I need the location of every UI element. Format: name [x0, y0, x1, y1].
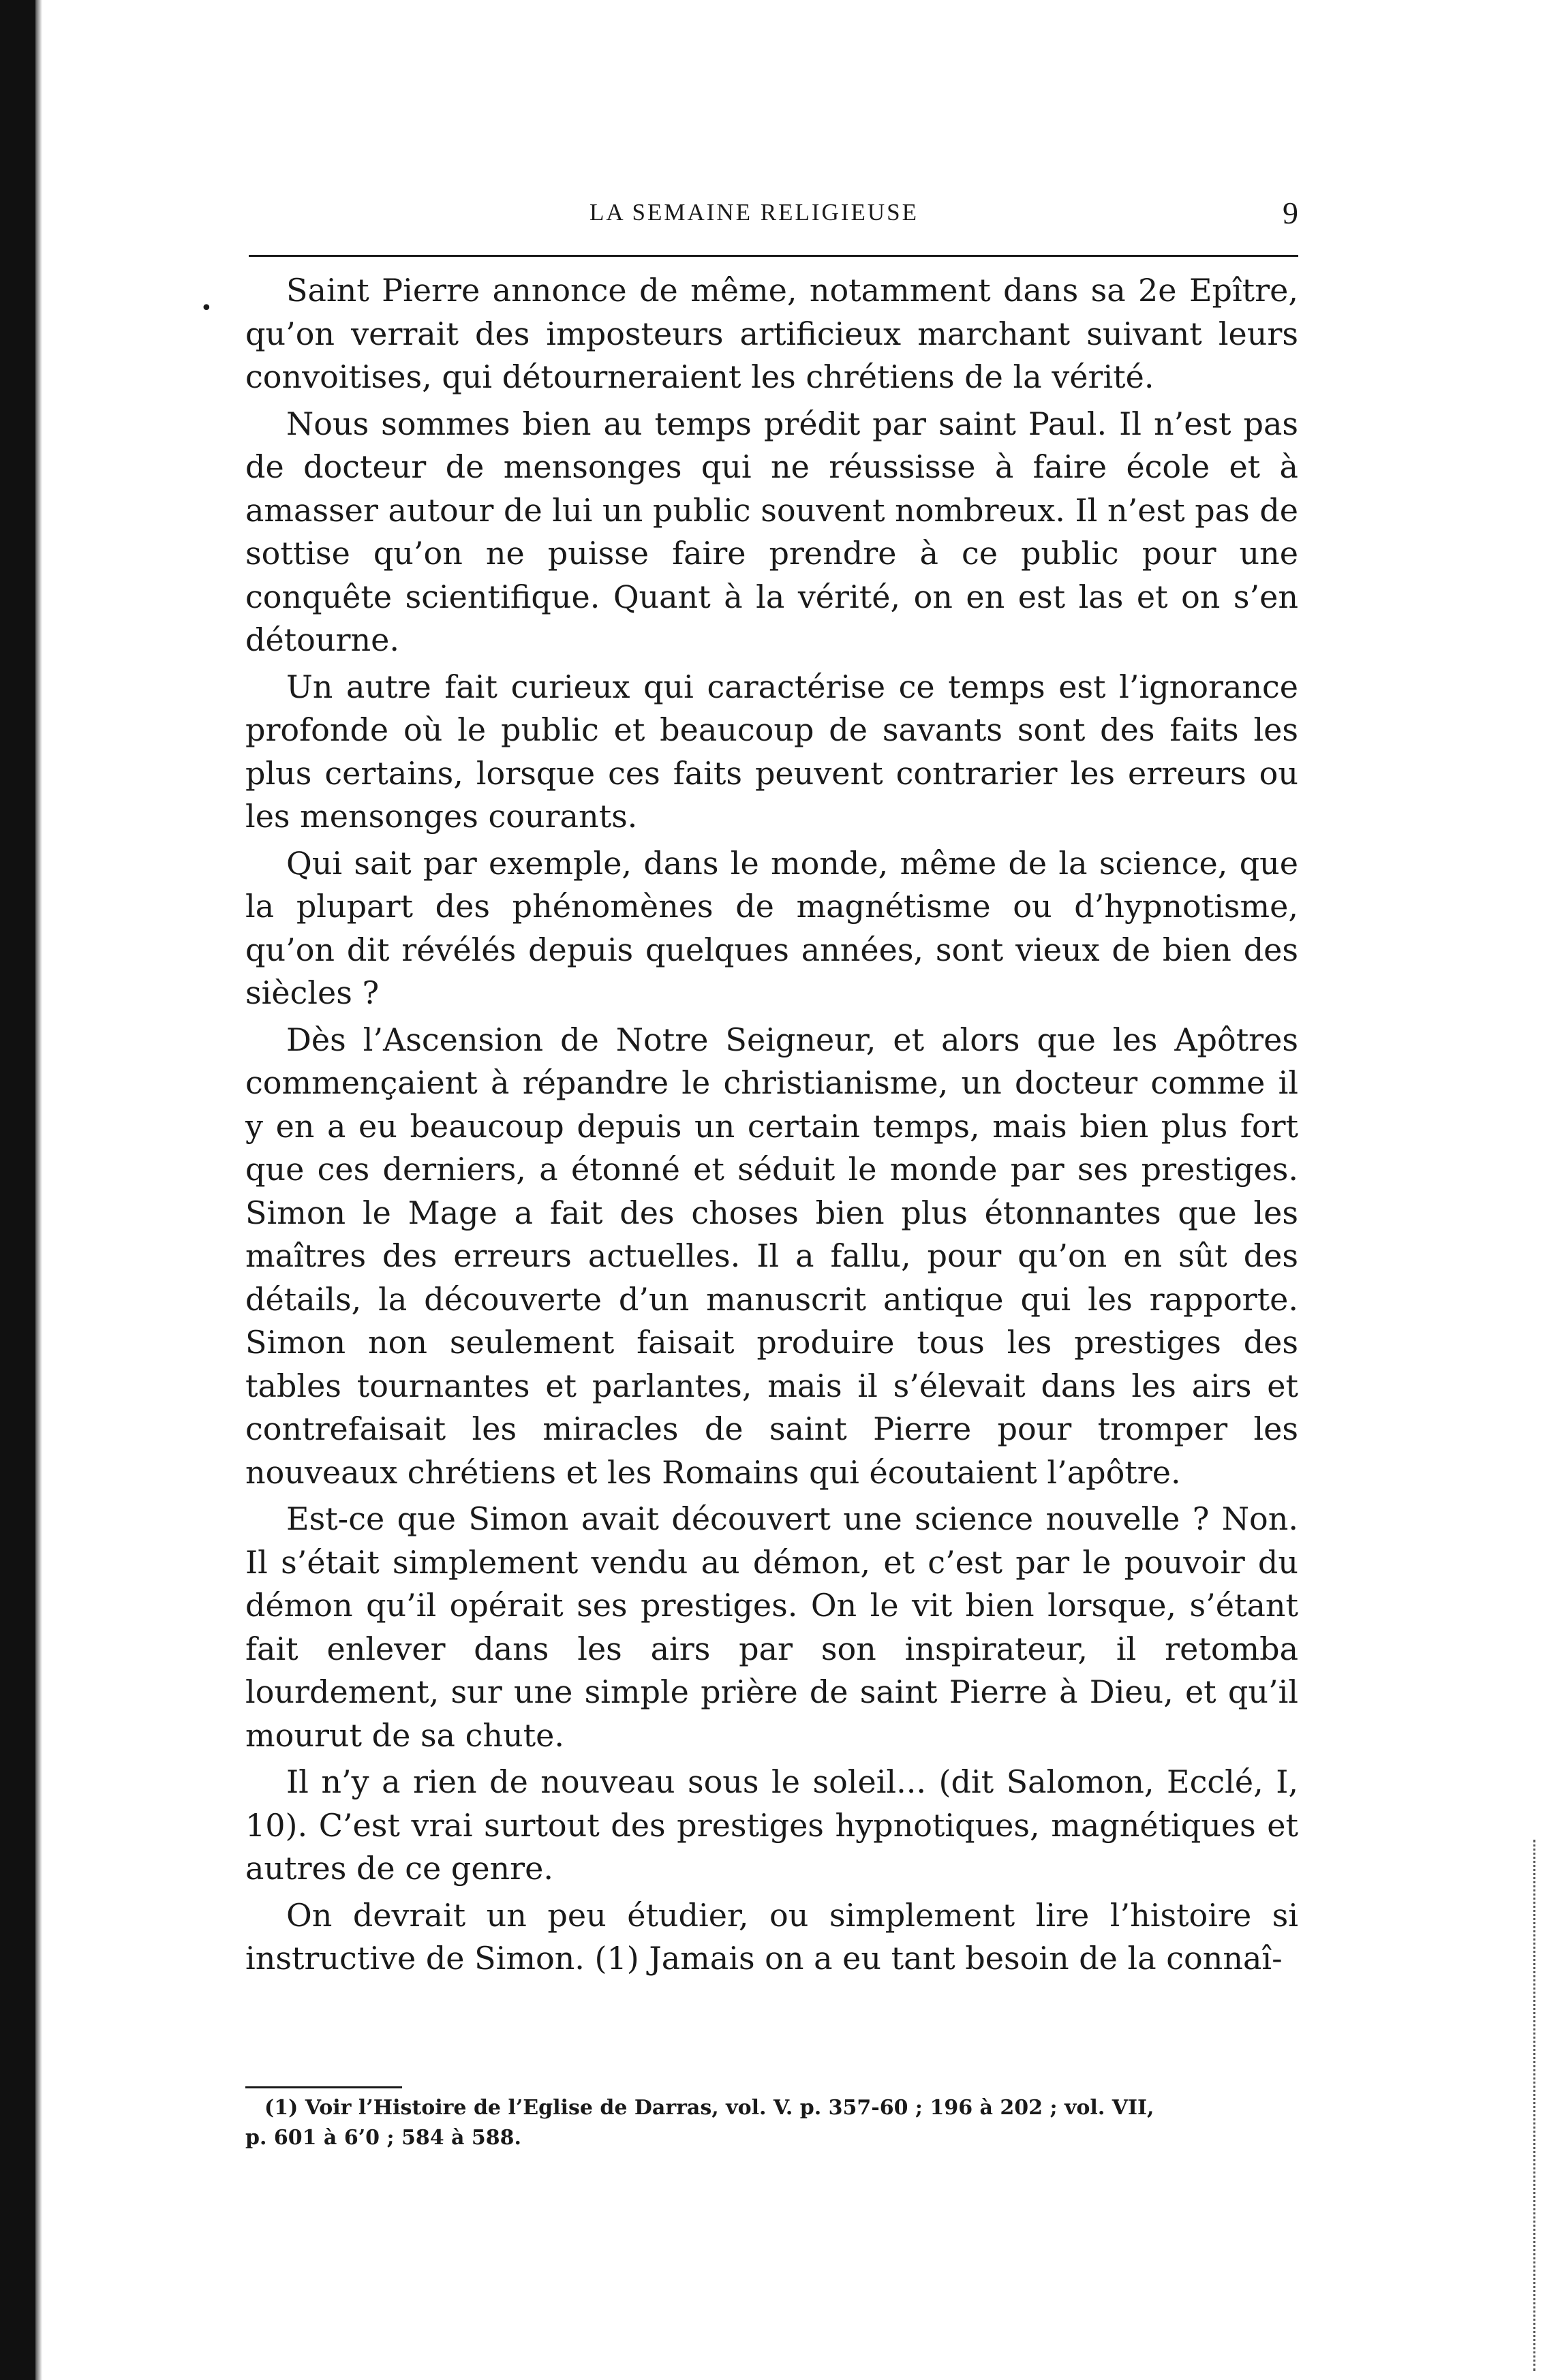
footnote-line: p. 601 à 6’0 ; 584 à 588. [245, 2126, 521, 2150]
paragraph: On devrait un peu étudier, ou simplement lire l’histoire si instructive de Simon. (1) Jamais on a eu tant besoin de la connaî- [245, 1896, 1298, 1977]
paragraph: Dès l’Ascension de Notre Seigneur, et alors que les Apôtres commençaient à répandre le christianisme, un docteur comme il y en a eu beaucoup depuis un certain temps, mais bien plus fort que ces derniers, a étonné et séduit le monde par ses prestiges. Simon le Mage a fait des choses bien plus étonnantes que les maîtres des erreurs actuelles. Il a fallu, pour qu’on en sût des détails, la découverte d’un manuscrit antique qui les rapporte. Simon non seulement faisait produire tous les prestiges des tables tournantes et parlantes, mais il s’élevait dans les airs et contrefaisait les miracles de saint Pierre pour tromper les nouveaux chrétiens et les Romains qui écoutaient l’apôtre. [245, 1021, 1298, 1491]
paragraph: Nous sommes bien au temps prédit par saint Paul. Il n’est pas de docteur de mensonges qui ne réussisse à faire école et à amasser autour de lui un public souvent nombreux. Il n’est pas de sottise qu’on ne puisse faire prendre à ce public pour une conquête scientifique. Quant à la vérité, on en est las et on s’en détourne. [245, 405, 1298, 658]
running-title: LA SEMAINE RELIGIEUSE [589, 199, 919, 226]
footnote [245, 2093, 1298, 2153]
paragraph: Est-ce que Simon avait découvert une science nouvelle ? Non. Il s’était simplement vendu au démon, et c’est par le pouvoir du démon qu’il opérait ses prestiges. On le vit bien lorsque, s’étant fait enlever dans les airs par son inspirateur, il retomba lourdement, sur une simple prière de saint Pierre à Dieu, et qu’il mourut de sa chute. [245, 1500, 1298, 1754]
footnote-rule [245, 2086, 402, 2088]
paragraph: Un autre fait curieux qui caractérise ce temps est l’ignorance profonde où le public et beaucoup de savants sont des faits les plus certains, lorsque ces faits peuvent contrarier les erreurs ou les mensonges courants. [245, 668, 1298, 835]
body-text [245, 269, 1298, 1984]
scan-left-shadow [35, 0, 42, 2380]
footnote-line: (1) Voir l’Histoire de l’Eglise de Darras, vol. V. p. 357-60 ; 196 à 202 ; vol. VII, [264, 2096, 1154, 2120]
margin-dot: • [200, 296, 213, 320]
header-rule [249, 255, 1298, 257]
paragraph: Qui sait par exemple, dans le monde, même de la science, que la plupart des phénomènes de magnétisme ou d’hypnotisme, qu’on dit révélés depuis quelques années, sont vieux de bien des siècles ? [245, 844, 1298, 1011]
page-header [249, 195, 1298, 236]
page-number: 9 [1283, 196, 1298, 230]
scan-right-edge [1533, 1840, 1537, 2371]
scan-left-edge [0, 0, 35, 2380]
paragraph: Il n’y a rien de nouveau sous le soleil... (dit Salomon, Ecclé, I, 10). C’est vrai surtout des prestiges hypnotiques, magnétiques et autres de ce genre. [245, 1763, 1298, 1887]
paragraph: Saint Pierre annonce de même, notamment dans sa 2e Epître, qu’on verrait des imposteurs artificieux marchant suivant leurs convoitises, qui détourneraient les chrétiens de la vérité. [245, 272, 1298, 395]
